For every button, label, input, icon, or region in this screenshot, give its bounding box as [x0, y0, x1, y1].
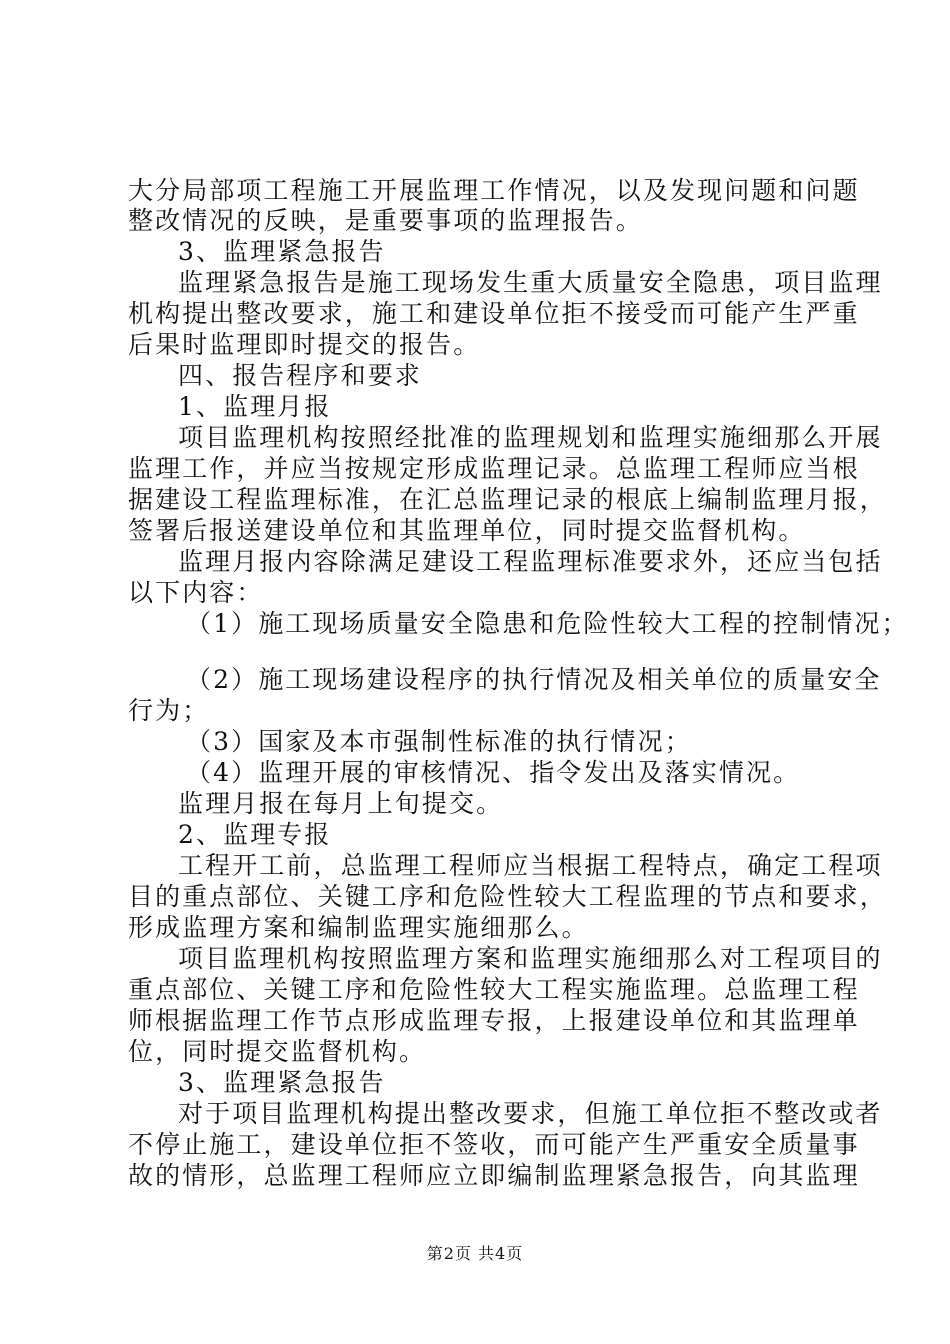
- paragraph-line: 对于项目监理机构提出整改要求，但施工单位拒不整改或者: [178, 1099, 883, 1128]
- paragraph-line: 据建设工程监理标准，在汇总监理记录的根底上编制监理月报，: [128, 485, 887, 514]
- paragraph-line: 项目监理机构按照监理方案和监理实施细那么对工程项目的: [178, 944, 883, 973]
- section-heading: 1、监理月报: [178, 392, 332, 421]
- paragraph-line: 重点部位、关键工序和危险性较大工程实施监理。总监理工程: [128, 975, 860, 1004]
- list-item: （4）监理开展的审核情况、指令发出及落实情况。: [186, 758, 801, 787]
- paragraph-line: 师根据监理工作节点形成监理专报，上报建设单位和其监理单: [128, 1006, 860, 1035]
- list-item: （1）施工现场质量安全隐患和危险性较大工程的控制情况；: [186, 609, 909, 638]
- paragraph-line: 项目监理机构按照经批准的监理规划和监理实施细那么开展: [178, 423, 883, 452]
- list-item: （3）国家及本市强制性标准的执行情况；: [186, 727, 692, 756]
- paragraph-line: 监理工作，并应当按规定形成监理记录。总监理工程师应当根: [128, 454, 860, 483]
- section-heading: 3、监理紧急报告: [178, 1068, 386, 1097]
- section-heading: 3、监理紧急报告: [178, 237, 386, 266]
- section-heading: 四、报告程序和要求: [178, 361, 422, 390]
- paragraph-line: 不停止施工，建设单位拒不签收，而可能产生严重安全质量事: [128, 1130, 860, 1159]
- page-number: 第2页 共4页: [426, 1244, 524, 1263]
- paragraph-line: 监理紧急报告是施工现场发生重大质量安全隐患，项目监理: [178, 268, 883, 297]
- paragraph-line: 形成监理方案和编制监理实施细那么。: [128, 913, 589, 942]
- list-item-continuation: 行为；: [128, 696, 210, 725]
- paragraph-line: 故的情形，总监理工程师应立即编制监理紧急报告，向其监理: [128, 1161, 860, 1190]
- paragraph-line: 工程开工前，总监理工程师应当根据工程特点，确定工程项: [178, 851, 883, 880]
- paragraph-line: 以下内容：: [128, 578, 264, 607]
- paragraph-line: 整改情况的反映，是重要事项的监理报告。: [128, 206, 643, 235]
- paragraph-line: 签署后报送建设单位和其监理单位，同时提交监督机构。: [128, 516, 806, 545]
- paragraph-line: 监理月报在每月上旬提交。: [178, 789, 504, 818]
- paragraph-line: 监理月报内容除满足建设工程监理标准要求外，还应当包括: [178, 547, 883, 576]
- paragraph-line: 后果时监理即时提交的报告。: [128, 330, 481, 359]
- list-item: （2）施工现场建设程序的执行情况及相关单位的质量安全: [186, 665, 882, 694]
- paragraph-line: 目的重点部位、关键工序和危险性较大工程监理的节点和要求，: [128, 882, 887, 911]
- paragraph-line: 机构提出整改要求，施工和建设单位拒不接受而可能产生严重: [128, 299, 860, 328]
- paragraph-line: 大分局部项工程施工开展监理工作情况，以及发现问题和问题: [128, 176, 860, 205]
- section-heading: 2、监理专报: [178, 820, 332, 849]
- paragraph-line: 位，同时提交监督机构。: [128, 1037, 427, 1066]
